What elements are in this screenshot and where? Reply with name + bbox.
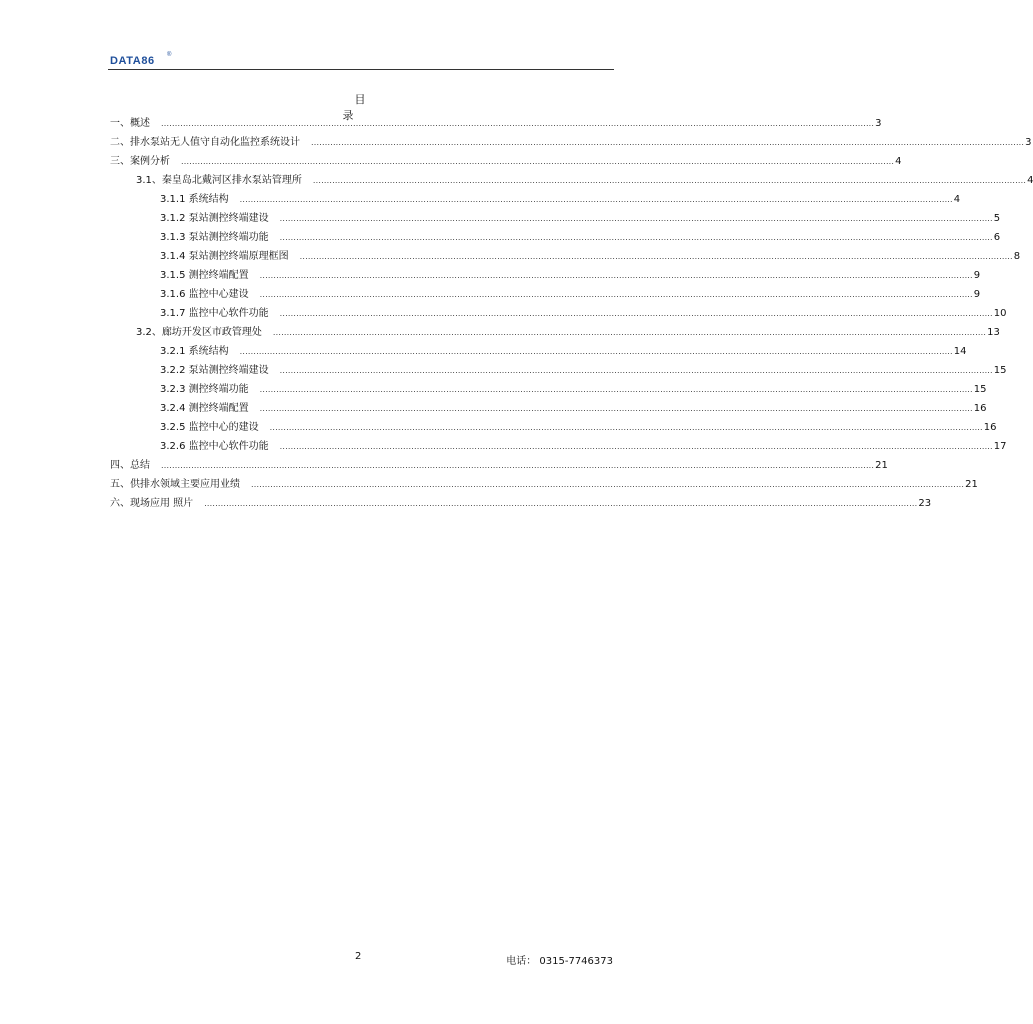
toc-entry-page: 21 (875, 460, 888, 471)
table-of-contents (110, 111, 1033, 510)
toc-dot-leader: .................................................................................................................................................................................................................................................................... (299, 252, 1013, 261)
toc-entry-label: 3.1.5 测控终端配置 (160, 270, 249, 281)
toc-entry[interactable] (110, 225, 1001, 244)
toc-entry[interactable] (110, 396, 987, 415)
toc-entry[interactable] (110, 187, 961, 206)
toc-entry-label: 3.2.2 泵站测控终端建设 (160, 365, 269, 376)
toc-entry[interactable] (110, 320, 1000, 339)
toc-dot-leader: .................................................................................................................................................................................................................................................................... (239, 195, 953, 204)
toc-entry-label: 3.1.7 监控中心软件功能 (160, 308, 269, 319)
toc-entry-page: 8 (1013, 251, 1021, 262)
toc-entry-page: 10 (993, 308, 1007, 319)
toc-entry-page: 15 (993, 365, 1007, 376)
toc-entry[interactable] (110, 263, 981, 282)
toc-entry-page: 13 (987, 327, 1000, 338)
toc-entry[interactable] (110, 206, 1001, 225)
toc-entry-label: 3.2.3 测控终端功能 (160, 384, 249, 395)
toc-dot-leader: .................................................................................................................................................................................................................................................................... (272, 328, 987, 337)
toc-entry[interactable] (110, 453, 888, 472)
toc-entry[interactable] (110, 358, 1007, 377)
toc-entry[interactable] (110, 168, 1033, 187)
header-divider (108, 69, 614, 70)
toc-entry[interactable] (110, 149, 902, 168)
toc-dot-leader: .................................................................................................................................................................................................................................................................... (259, 290, 973, 299)
toc-entry-label: 一、概述 (110, 118, 150, 129)
toc-entry-label: 二、排水泵站无人值守自动化监控系统设计 (110, 137, 300, 148)
toc-dot-leader: .................................................................................................................................................................................................................................................................... (269, 423, 983, 432)
toc-dot-leader: .................................................................................................................................................................................................................................................................... (279, 442, 993, 451)
toc-dot-leader: .................................................................................................................................................................................................................................................................... (204, 499, 918, 508)
toc-entry-page: 16 (973, 403, 987, 414)
toc-entry-label: 3.1、秦皇岛北戴河区排水泵站管理所 (136, 175, 302, 186)
page-header (108, 52, 614, 70)
toc-entry-page: 9 (973, 270, 981, 281)
toc-dot-leader: .................................................................................................................................................................................................................................................................... (251, 480, 965, 489)
toc-title: 目 录 (342, 93, 390, 122)
toc-entry-page: 9 (973, 289, 981, 300)
toc-entry-page: 15 (973, 384, 987, 395)
toc-entry-page: 14 (953, 346, 967, 357)
toc-entry[interactable] (110, 434, 1007, 453)
toc-entry-label: 3.1.6 监控中心建设 (160, 289, 249, 300)
toc-entry-label: 3.1.1 系统结构 (160, 194, 229, 205)
toc-entry-label: 3.2.1 系统结构 (160, 346, 229, 357)
footer-phone: 电话： 0315-7746373 (506, 956, 613, 967)
toc-dot-leader: .................................................................................................................................................................................................................................................................... (181, 157, 895, 166)
toc-dot-leader: .................................................................................................................................................................................................................................................................... (259, 404, 973, 413)
toc-entry-page: 6 (993, 232, 1001, 243)
toc-entry-page: 23 (918, 498, 932, 509)
toc-entry[interactable] (110, 491, 932, 510)
toc-entry-page: 3 (1025, 137, 1032, 148)
toc-dot-leader: .................................................................................................................................................................................................................................................................... (279, 366, 993, 375)
registered-mark: ® (167, 52, 172, 58)
brand-logo: DATA86 (110, 55, 155, 67)
toc-entry[interactable] (110, 130, 1032, 149)
toc-entry-page: 4 (953, 194, 961, 205)
toc-entry[interactable] (110, 339, 967, 358)
toc-dot-leader: .................................................................................................................................................................................................................................................................... (239, 347, 953, 356)
toc-entry-label: 3.2.6 监控中心软件功能 (160, 441, 269, 452)
toc-entry-label: 3.1.2 泵站测控终端建设 (160, 213, 269, 224)
toc-entry[interactable] (110, 244, 1021, 263)
toc-entry[interactable] (110, 301, 1007, 320)
toc-entry[interactable] (110, 377, 987, 396)
toc-entry[interactable] (110, 415, 997, 434)
toc-entry-label: 3.2.5 监控中心的建设 (160, 422, 259, 433)
toc-dot-leader: .................................................................................................................................................................................................................................................................... (311, 138, 1025, 147)
toc-dot-leader: .................................................................................................................................................................................................................................................................... (259, 385, 973, 394)
toc-entry[interactable] (110, 111, 882, 130)
toc-entry-page: 17 (993, 441, 1007, 452)
toc-entry-page: 21 (965, 479, 978, 490)
toc-dot-leader: .................................................................................................................................................................................................................................................................... (161, 119, 875, 128)
toc-dot-leader: .................................................................................................................................................................................................................................................................... (312, 176, 1027, 185)
toc-entry-label: 3.2.4 测控终端配置 (160, 403, 249, 414)
toc-entry-label: 3.1.3 泵站测控终端功能 (160, 232, 269, 243)
toc-entry-page: 4 (1027, 175, 1033, 186)
toc-dot-leader: .................................................................................................................................................................................................................................................................... (259, 271, 973, 280)
toc-entry-label: 3.2、廊坊开发区市政管理处 (136, 327, 262, 338)
toc-entry-page: 5 (993, 213, 1001, 224)
toc-entry[interactable] (110, 472, 978, 491)
toc-entry-page: 3 (875, 118, 882, 129)
toc-entry-label: 六、现场应用 照片 (110, 498, 194, 509)
toc-entry-label: 三、案例分析 (110, 156, 170, 167)
toc-dot-leader: .................................................................................................................................................................................................................................................................... (279, 309, 993, 318)
toc-dot-leader: .................................................................................................................................................................................................................................................................... (279, 214, 993, 223)
toc-entry-page: 4 (895, 156, 902, 167)
toc-entry-label: 五、供排水领域主要应用业绩 (110, 479, 240, 490)
toc-entry[interactable] (110, 282, 981, 301)
toc-dot-leader: .................................................................................................................................................................................................................................................................... (161, 461, 875, 470)
page-number: 2 (355, 951, 362, 962)
toc-dot-leader: .................................................................................................................................................................................................................................................................... (279, 233, 993, 242)
toc-entry-page: 16 (983, 422, 997, 433)
toc-entry-label: 3.1.4 泵站测控终端原理框图 (160, 251, 289, 262)
toc-entry-label: 四、总结 (110, 460, 150, 471)
